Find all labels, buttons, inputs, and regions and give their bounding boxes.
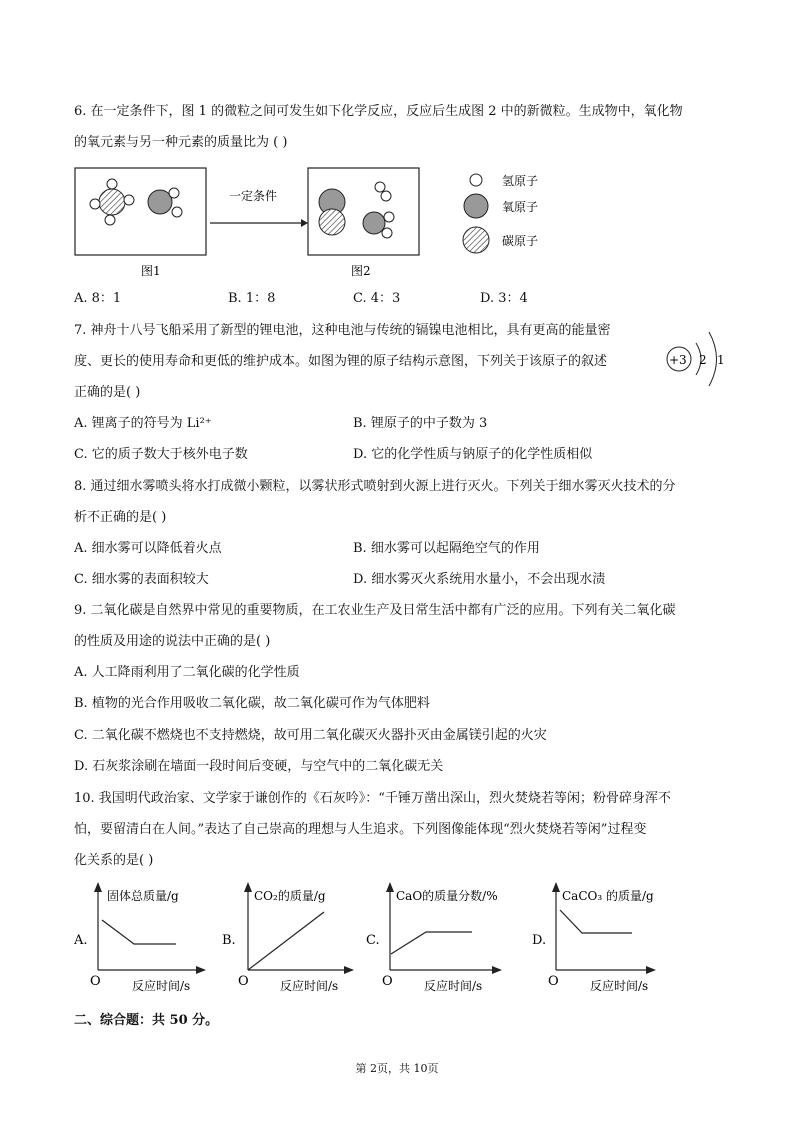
svg-text:B.: B.	[222, 933, 236, 948]
q6-stem-line1: 6. 在一定条件下，图 1 的微粒之间可发生如下化学反应，反应后生成图 2 中的新微粒。生成物中，氧化物	[74, 104, 683, 119]
q10-stem-line3: 化关系的是( )	[74, 853, 154, 868]
section-heading: 二、综合题：共 50 分。	[74, 1013, 219, 1028]
q9-option-a: A. 人工降雨利用了二氧化碳的化学性质	[74, 665, 300, 680]
q10-graph-d	[532, 880, 682, 996]
q6-option-d: D. 3：4	[480, 291, 528, 306]
svg-text:反应时间/s: 反应时间/s	[132, 979, 191, 993]
svg-text:反应时间/s: 反应时间/s	[590, 979, 649, 993]
legend-hydrogen: 氢原子	[502, 174, 539, 188]
q8-option-c: C. 细水雾的表面积较大	[74, 572, 209, 587]
page-footer: 第 2页，共 10页	[355, 1062, 439, 1075]
svg-text:CO₂的质量/g: CO₂的质量/g	[254, 889, 326, 903]
q7-option-a: A. 锂离子的符号为 Li²⁺	[74, 416, 212, 431]
legend-carbon: 碳原子	[502, 234, 539, 248]
svg-text:1: 1	[717, 353, 725, 367]
q6-option-a: A. 8：1	[74, 291, 122, 306]
graph-a-curve	[102, 920, 176, 944]
oxygen-atom	[148, 190, 172, 214]
q10-graph-c	[366, 880, 516, 996]
figure1-box	[75, 168, 206, 255]
graph-c-curve	[391, 932, 472, 954]
figure2-caption: 图2	[351, 264, 371, 278]
q9-stem-line2: 的性质及用途的说法中正确的是( )	[74, 634, 271, 649]
svg-text:CaO的质量分数/%: CaO的质量分数/%	[396, 889, 498, 903]
svg-text:O: O	[238, 974, 249, 989]
hydrogen-legend-icon	[470, 174, 482, 186]
q8-option-a: A. 细水雾可以降低着火点	[74, 541, 222, 556]
electron-shell-2	[709, 332, 717, 386]
svg-text:反应时间/s: 反应时间/s	[424, 979, 483, 993]
q8-option-d: D. 细水雾灭火系统用水量小，不会出现水渍	[353, 572, 606, 587]
q7-stem-line2: 度、更长的使用寿命和更低的维护成本。如图为锂的原子结构示意图，下列关于该原子的叙述	[74, 354, 608, 369]
svg-text:C.: C.	[366, 933, 380, 948]
q7-option-d: D. 它的化学性质与钠原子的化学性质相似	[353, 447, 593, 462]
q10-stem-line2: 怕，要留清白在人间。”表达了自己崇高的理想与人生追求。下列图像能体现“烈火焚烧若等闲”过程变	[74, 822, 647, 837]
q8-stem-line2: 析不正确的是( )	[74, 510, 167, 525]
svg-text:D.: D.	[532, 933, 547, 948]
figure1-caption: 图1	[141, 264, 161, 278]
oxygen-legend-icon	[464, 194, 488, 218]
q10-graph-a	[74, 880, 214, 996]
graph-b-curve	[248, 912, 324, 970]
q10-stem-line1: 10. 我国明代政治家、文学家于谦创作的《石灰吟》：“千锤万凿出深山，烈火焚烧若等闲；粉骨碎身浑不	[74, 791, 671, 806]
svg-text:O: O	[548, 974, 559, 989]
svg-text:O: O	[90, 974, 101, 989]
q7-stem-line1: 7. 神舟十八号飞船采用了新型的锂电池，这种电池与传统的镉镍电池相比，具有更高的能量密	[74, 323, 611, 338]
q9-option-b: B. 植物的光合作用吸收二氧化碳，故二氧化碳可作为气体肥料	[74, 696, 430, 711]
svg-text:+3: +3	[669, 353, 687, 367]
svg-text:O: O	[382, 974, 393, 989]
q8-option-b: B. 细水雾可以起隔绝空气的作用	[353, 541, 540, 556]
arrow-label: 一定条件	[229, 189, 278, 203]
graph-d-curve	[560, 910, 632, 933]
q9-stem-line1: 9. 二氧化碳是自然界中常见的重要物质，在工农业生产及日常生活中都有广泛的应用。下列有关二氧化碳	[74, 603, 676, 618]
q7-option-c: C. 它的质子数大于核外电子数	[74, 447, 248, 462]
q10-graph-b	[222, 880, 362, 996]
q8-stem-line1: 8. 通过细水雾喷头将水打成微小颗粒，以雾状形式喷射到火源上进行灭火。下列关于细水雾灭火技术的分	[74, 479, 676, 494]
svg-text:CaCO₃ 的质量/g: CaCO₃ 的质量/g	[562, 889, 654, 903]
q7-option-b: B. 锂原子的中子数为 3	[353, 416, 488, 431]
q9-option-c: C. 二氧化碳不燃烧也不支持燃烧，故可用二氧化碳灭火器扑灭由金属镁引起的火灾	[74, 728, 547, 743]
carbon-legend-icon	[463, 227, 489, 253]
svg-text:A.: A.	[74, 933, 88, 948]
q6-reaction-figure	[74, 160, 574, 282]
svg-text:2: 2	[699, 353, 707, 367]
q6-stem-line2: 的氧元素与另一种元素的质量比为 ( )	[74, 135, 288, 150]
q7-stem-line3: 正确的是( )	[74, 385, 141, 400]
q6-option-c: C. 4：3	[353, 291, 401, 306]
carbon-atom	[99, 189, 125, 215]
q6-option-b: B. 1：8	[228, 291, 276, 306]
svg-text:固体总质量/g: 固体总质量/g	[107, 889, 179, 903]
lithium-atom-diagram	[664, 320, 730, 400]
q9-option-d: D. 石灰浆涂刷在墙面一段时间后变硬，与空气中的二氧化碳无关	[74, 759, 444, 774]
legend-oxygen: 氧原子	[502, 200, 539, 214]
svg-text:反应时间/s: 反应时间/s	[280, 979, 339, 993]
